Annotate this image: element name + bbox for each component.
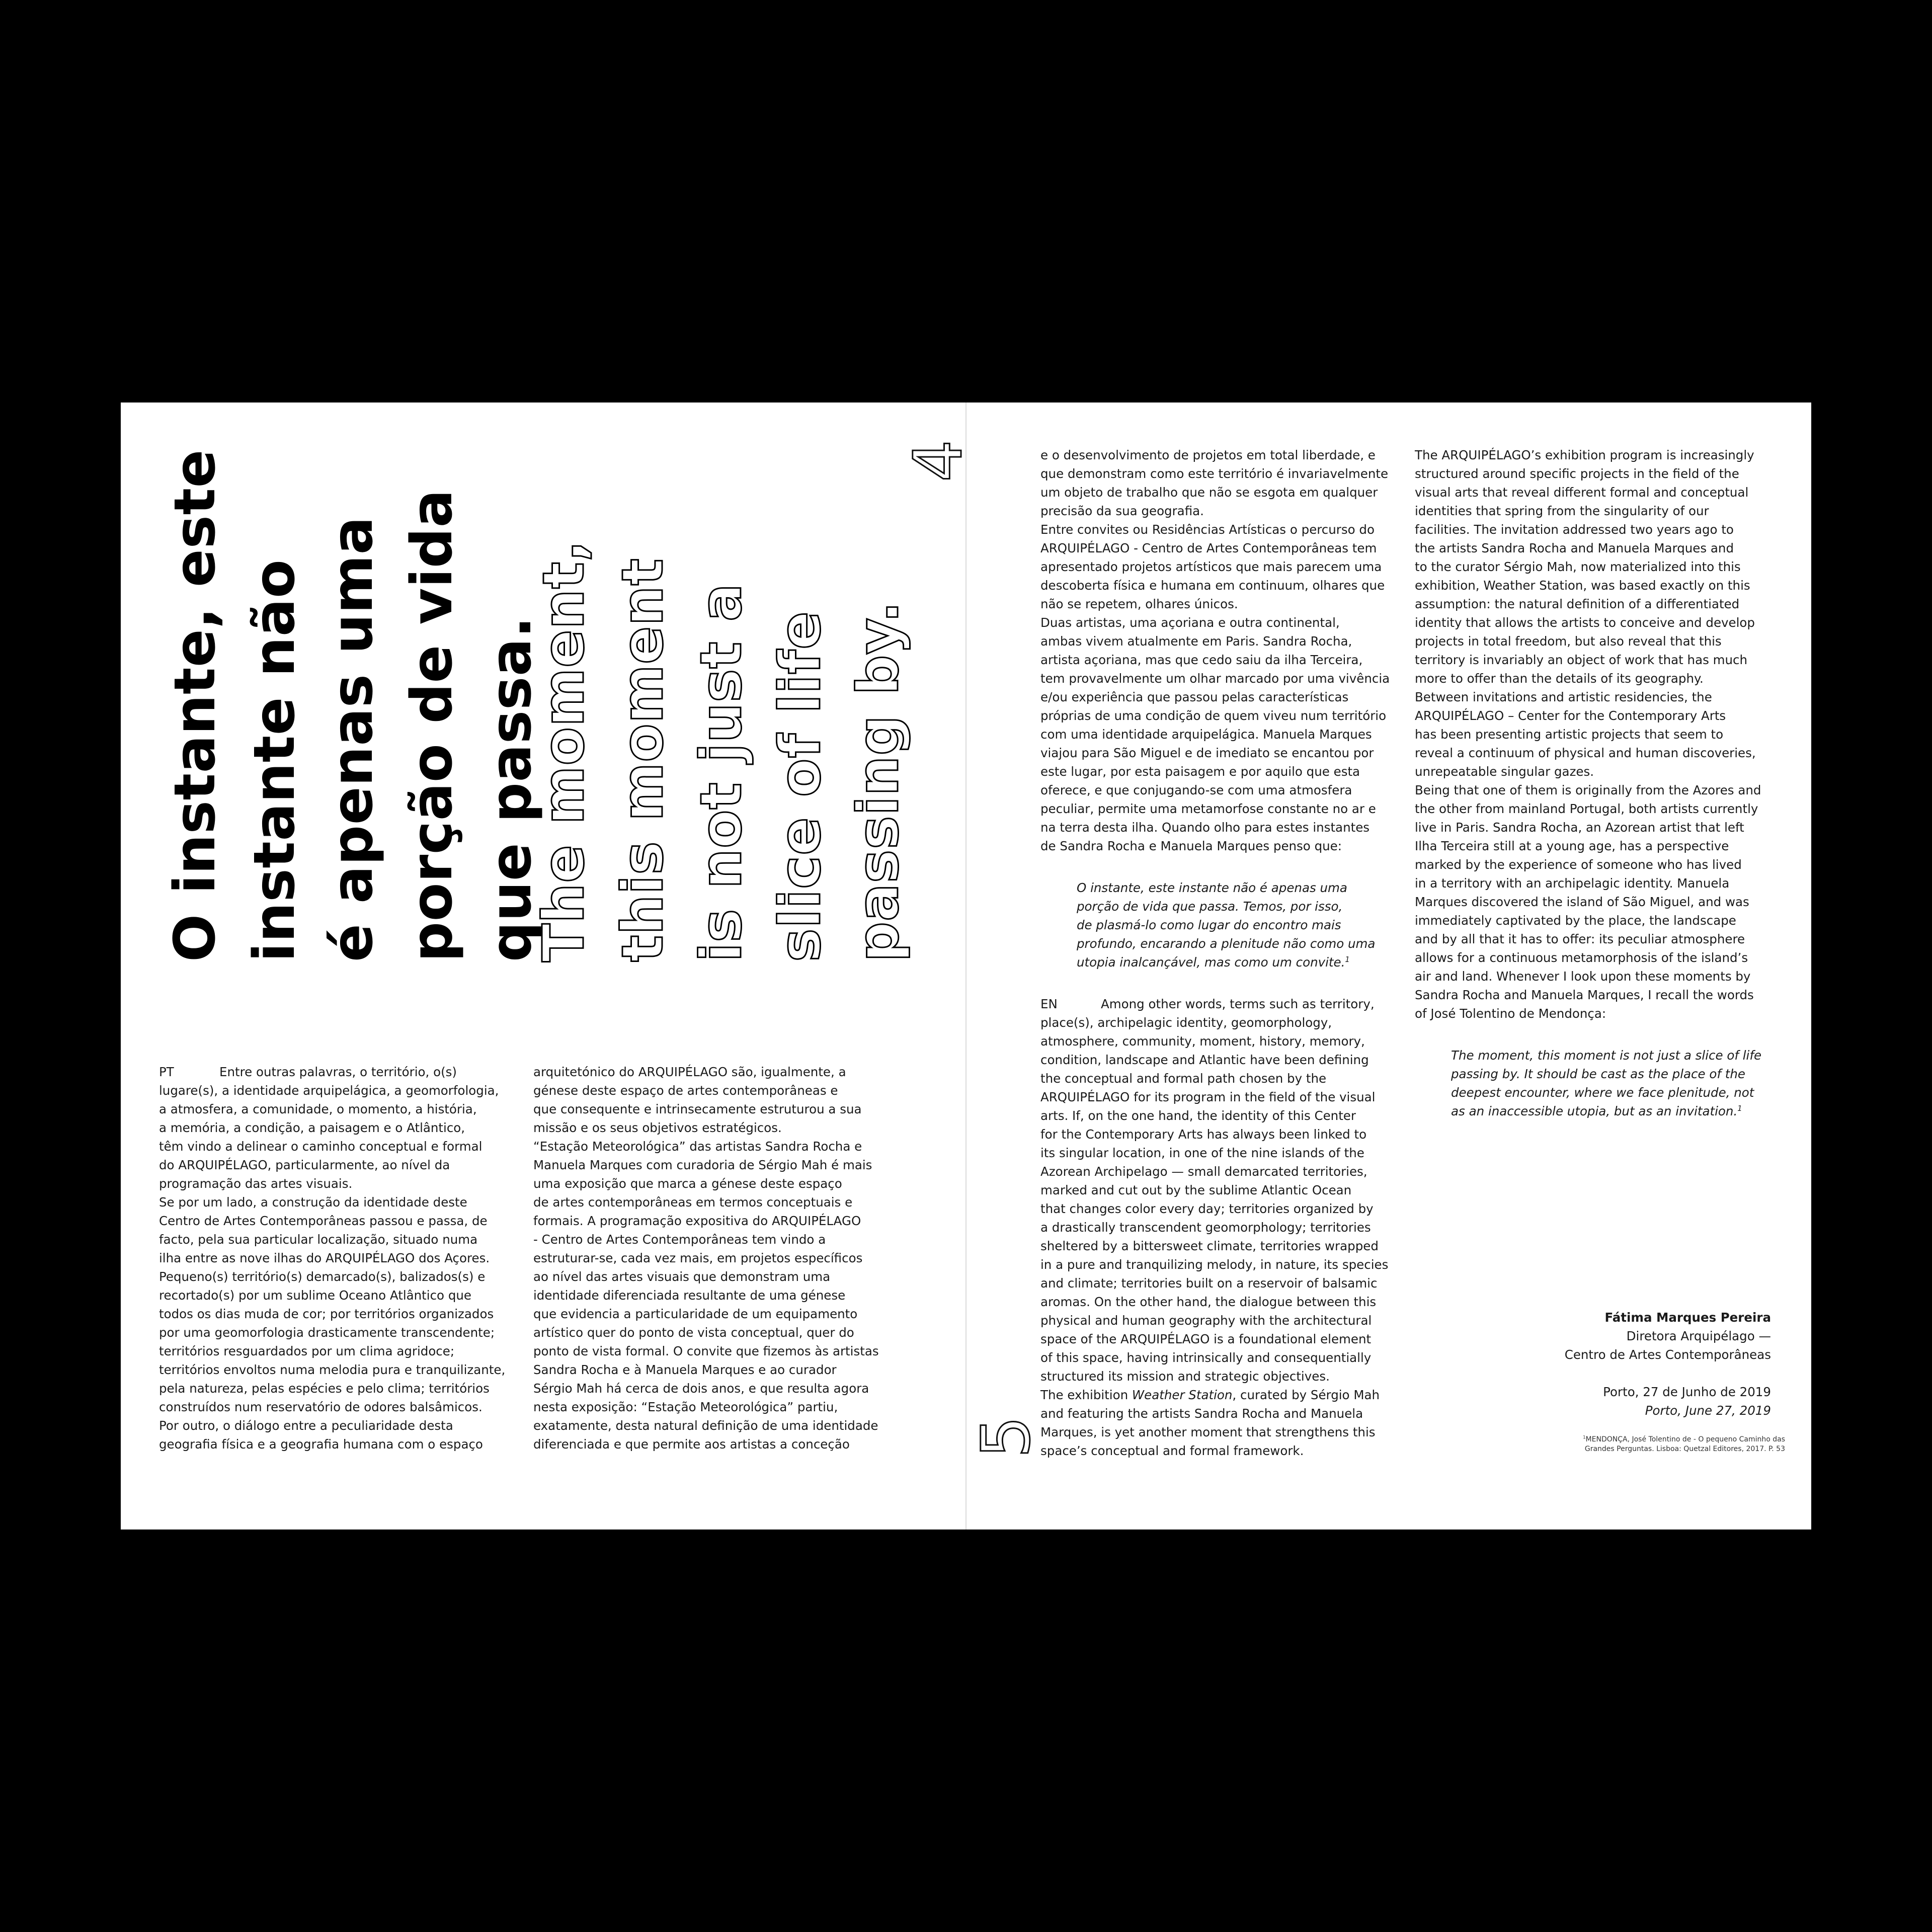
text-line: to the curator Sérgio Mah, now materialized into this	[1415, 559, 1741, 574]
text-line: the other from mainland Portugal, both artists currently	[1415, 801, 1758, 816]
text-line: of this space, having intrinsically and consequentially	[1040, 1350, 1372, 1365]
text-line: space’s conceptual and formal framework.	[1040, 1443, 1304, 1458]
text-line: este lugar, por esta paisagem e por aquilo que esta	[1040, 764, 1360, 779]
text-line: territory is invariably an object of work that has much	[1415, 653, 1748, 667]
text-line: ao nível das artes visuais que demonstram uma	[533, 1269, 831, 1284]
headline-en-line-3: is not just a	[689, 583, 754, 962]
text-line: live in Paris. Sandra Rocha, an Azorean artist that left	[1415, 820, 1744, 835]
pull-quote-en	[1415, 1046, 1787, 1120]
text-line: facto, pela sua particular localização, situado numa	[159, 1232, 478, 1247]
text-line: Sandra Rocha e à Manuela Marques e ao curador	[533, 1362, 837, 1377]
text-line: the conceptual and formal path chosen by the	[1040, 1071, 1327, 1086]
text-line: têm vindo a delinear o caminho conceptual e formal	[159, 1139, 482, 1154]
text-line: Marques discovered the island of São Miguel, and was	[1415, 895, 1749, 909]
text-line: structured its mission and strategic objectives.	[1040, 1369, 1330, 1384]
headline-en-line-5: passing by.	[846, 601, 911, 962]
text-line: artístico quer do ponto de vista conceptual, quer do	[533, 1325, 854, 1340]
footnote-line: $^1$MENDONÇA, José Tolentino de - O pequeno Caminho das	[1583, 1434, 1785, 1443]
signature-block	[1565, 1308, 1771, 1420]
text-line: de Sandra Rocha e Manuela Marques penso que:	[1040, 839, 1342, 853]
author-role: Diretora Arquipélago —	[1626, 1329, 1771, 1343]
text-line: in a territory with an archipelagic identity. Manuela	[1415, 876, 1730, 891]
text-line: place(s), archipelagic identity, geomorphology,	[1040, 1015, 1332, 1030]
right-column-1	[1040, 446, 1408, 1460]
author-name: Fátima Marques Pereira	[1604, 1310, 1771, 1325]
text-line: structured around specific projects in the field of the	[1415, 466, 1739, 481]
text-line: e/ou experiência que passou pelas características	[1040, 690, 1349, 704]
text-line: programação das artes visuais.	[159, 1176, 353, 1191]
text-line: condition, landscape and Atlantic have been defining	[1040, 1053, 1369, 1067]
text-line: pela natureza, pelas espécies e pelo clima; territórios	[159, 1381, 490, 1396]
date-en: Porto, June 27, 2019	[1645, 1403, 1771, 1418]
text-line: more to offer than the details of its geography.	[1415, 671, 1704, 686]
text-line: uma exposição que marca a génese deste espaço	[533, 1176, 842, 1191]
text-line: próprias de uma condição de quem viveu num território	[1040, 708, 1387, 723]
footnote-mark: 1	[1737, 1104, 1742, 1113]
text-line: com uma identidade arquipelágica. Manuela Marques	[1040, 727, 1372, 742]
text-line: marked and cut out by the sublime Atlantic Ocean	[1040, 1183, 1352, 1197]
text-line: génese deste espaço de artes contemporâneas e	[533, 1083, 838, 1098]
text-line: identity that allows the artists to conceive and develop	[1415, 615, 1755, 630]
text-line: aromas. On the other hand, the dialogue between this	[1040, 1295, 1377, 1309]
text-line: Sandra Rocha and Manuela Marques, I recall the words	[1415, 988, 1754, 1002]
text-line: diferenciada e que permite aos artistas a conceção	[533, 1437, 850, 1452]
text-line: de artes contemporâneas em termos conceptuais e	[533, 1195, 853, 1210]
text-line: and by all that it has to offer: its peculiar atmosphere	[1415, 932, 1745, 946]
headline-pt-line-3: é apenas uma	[320, 516, 385, 962]
text-line: has been presenting artistic projects that seem to	[1415, 727, 1724, 742]
text-line: that changes color every day; territories organized by	[1040, 1201, 1374, 1216]
text-line: ilha entre as nove ilhas do ARQUIPÉLAGO dos Açores.	[159, 1251, 490, 1265]
right-column-2	[1415, 446, 1787, 1144]
text-line: que consequente e intrinsecamente estruturou a sua	[533, 1102, 862, 1116]
text-line: não se repetem, olhares únicos.	[1040, 597, 1238, 611]
exhibition-title: Weather Station	[1132, 1388, 1233, 1402]
quote-line: profundo, encarando a plenitude não como uma	[1077, 936, 1376, 951]
page-number-right: 5	[968, 1416, 1045, 1458]
text-line: projects in total freedom, but also reveal that this	[1415, 634, 1722, 649]
pull-quote-pt	[1040, 878, 1408, 972]
text-line: EN Among other words, terms such as territory,	[1040, 995, 1408, 1013]
text-line: e o desenvolvimento de projetos em total liberdade, e	[1040, 448, 1376, 462]
text-line: peculiar, permite uma metamorfose constante no ar e	[1040, 801, 1376, 816]
text-line: territórios envoltos numa melodia pura e tranquilizante,	[159, 1362, 506, 1377]
text-line: physical and human geography with the architectural	[1040, 1313, 1372, 1328]
text-line: reveal a continuum of physical and human discoveries,	[1415, 746, 1756, 760]
text-line: precisão da sua geografia.	[1040, 504, 1204, 518]
text-line: missão e os seus objetivos estratégicos.	[533, 1120, 782, 1135]
quote-line: as an inaccessible utopia, but as an invitation.$^1$	[1451, 1104, 1742, 1118]
text-line: for the Contemporary Arts has always been linked to	[1040, 1127, 1367, 1142]
text-line: por uma geomorfologia drasticamente transcendente;	[159, 1325, 495, 1340]
text-line: in a pure and tranquilizing melody, in nature, its species	[1040, 1257, 1389, 1272]
text-line: oferece, e que conjugando-se com uma atmosfera	[1040, 783, 1352, 797]
text-line: exhibition, Weather Station, was based exactly on this	[1415, 578, 1750, 593]
quote-line: de plasmá-lo como lugar do encontro mais	[1077, 918, 1341, 932]
text-line: Being that one of them is originally from the Azores and	[1415, 783, 1761, 797]
text-line: a drastically transcendent geomorphology; territories	[1040, 1220, 1371, 1235]
text-line: construídos num reservatório de odores balsâmicos.	[159, 1400, 482, 1414]
headline-pt-line-2: instante não	[242, 559, 307, 962]
text-line: tem provavelmente um olhar marcado por uma vivência	[1040, 671, 1390, 686]
text-line: estruturar-se, cada vez mais, em projetos específicos	[533, 1251, 863, 1265]
quote-line: O instante, este instante não é apenas uma	[1077, 880, 1347, 895]
text-line: na terra desta ilha. Quando olho para estes instantes	[1040, 820, 1370, 835]
text-line: Se por um lado, a construção da identidade deste	[159, 1195, 467, 1210]
text-line: allows for a continuous metamorphosis of the island’s	[1415, 950, 1748, 965]
text-line: PT Entre outras palavras, o território, o(s)	[159, 1063, 511, 1081]
headline-en-line-4: slice of life	[768, 611, 833, 962]
text-line: apresentado projetos artísticos que mais parecem uma	[1040, 559, 1382, 574]
text-line: Pequeno(s) território(s) demarcado(s), balizados(s) e	[159, 1269, 486, 1284]
text-line: todos os dias muda de cor; por territórios organizados	[159, 1307, 494, 1321]
headline-pt-line-1: O instante, este	[163, 449, 228, 962]
text-line: and climate; territories built on a reservoir of balsamic	[1040, 1276, 1378, 1291]
text-line: atmosphere, community, moment, history, memory,	[1040, 1034, 1365, 1049]
text-line: geografia física e a geografia humana com o espaço	[159, 1437, 483, 1452]
text-line: its singular location, in one of the nine islands of the	[1040, 1146, 1364, 1160]
date-pt: Porto, 27 de Junho de 2019	[1603, 1385, 1771, 1399]
text-line: space of the ARQUIPÉLAGO is a foundational element	[1040, 1332, 1372, 1346]
text-line: lugare(s), a identidade arquipelágica, a geomorfologia,	[159, 1083, 499, 1098]
language-label: PT	[159, 1065, 174, 1079]
text-line: Manuela Marques com curadoria de Sérgio Mah é mais	[533, 1158, 872, 1172]
text-line: a memória, a condição, a paisagem e o Atlântico,	[159, 1120, 465, 1135]
text-line: um objeto de trabalho que não se esgota em qualquer	[1040, 485, 1378, 500]
text-line: a atmosfera, a comunidade, o momento, a história,	[159, 1102, 477, 1116]
author-institution: Centro de Artes Contemporâneas	[1564, 1347, 1771, 1362]
text-line: facilities. The invitation addressed two years ago to	[1415, 522, 1734, 537]
text-line: “Estação Meteorológica” das artistas Sandra Rocha e	[533, 1139, 862, 1154]
text-line: ARQUIPÉLAGO – Center for the Contemporary Arts	[1415, 708, 1726, 723]
quote-line: The moment, this moment is not just a slice of life	[1451, 1048, 1762, 1063]
page-gutter	[965, 403, 967, 1530]
text-line: artista açoriana, mas que cedo saiu da ilha Terceira,	[1040, 653, 1363, 667]
text-line: recortado(s) por um sublime Oceano Atlântico que	[159, 1288, 471, 1303]
text-line: sheltered by a bittersweet climate, territories wrapped	[1040, 1239, 1379, 1253]
text-line: que evidencia a particularidade de um equipamento	[533, 1307, 858, 1321]
text-line: nesta exposição: “Estação Meteorológica” partiu,	[533, 1400, 838, 1414]
text-line: Entre convites ou Residências Artísticas o percurso do	[1040, 522, 1375, 537]
text-line: identidade diferenciada resultante de uma génese	[533, 1288, 846, 1303]
left-column-1	[159, 1063, 511, 1454]
text-line: Marques, is yet another moment that strengthens this	[1040, 1425, 1376, 1439]
text-line: air and land. Whenever I look upon these moments by	[1415, 969, 1751, 984]
text-line: and featuring the artists Sandra Rocha and Manuela	[1040, 1406, 1363, 1421]
quote-line: utopia inalcançável, mas como um convite.$^1$	[1077, 955, 1350, 970]
footnote-mark: 1	[1345, 955, 1350, 964]
text-line: visual arts that reveal different formal and conceptual	[1415, 485, 1749, 500]
text-line: identities that spring from the singularity of our	[1415, 504, 1709, 518]
text-line: Centro de Artes Contemporâneas passou e passa, de	[159, 1214, 488, 1228]
text-line: arts. If, on the one hand, the identity of this Center	[1040, 1108, 1356, 1123]
headline-en-line-1: The moment,	[531, 540, 597, 962]
text-line: The exhibition Weather Station, curated by Sérgio Mah	[1040, 1388, 1380, 1402]
headline-en-line-2: this moment	[610, 558, 676, 962]
text-line: immediately captivated by the place, the landscape	[1415, 913, 1736, 928]
text-line: assumption: the natural definition of a differentiated	[1415, 597, 1740, 611]
quote-line: porção de vida que passa. Temos, por isso,	[1077, 899, 1343, 914]
text-line: unrepeatable singular gazes.	[1415, 764, 1594, 779]
text-line: Azorean Archipelago — small demarcated territories,	[1040, 1164, 1367, 1179]
text-line: marked by the experience of someone who has lived	[1415, 857, 1742, 872]
text-line: ponto de vista formal. O convite que fizemos às artistas	[533, 1344, 879, 1358]
text-line: of José Tolentino de Mendonça:	[1415, 1006, 1606, 1021]
text-line: Between invitations and artistic residencies, the	[1415, 690, 1712, 704]
text-line: do ARQUIPÉLAGO, particularmente, ao nível da	[159, 1158, 450, 1172]
text-line: ARQUIPÉLAGO - Centro de Artes Contemporâneas tem	[1040, 541, 1377, 555]
text-line: territórios resguardados por um clima agridoce;	[159, 1344, 455, 1358]
text-line: Por outro, o diálogo entre a peculiaridade desta	[159, 1418, 453, 1433]
page-number-left: 4	[900, 440, 977, 482]
text-line: viajou para São Miguel e de imediato se encantou por	[1040, 746, 1374, 760]
text-line: exatamente, desta natural definição de uma identidade	[533, 1418, 878, 1433]
text-line: formais. A programação expositiva do ARQUIPÉLAGO	[533, 1214, 861, 1228]
footnote-line: Grandes Perguntas. Lisboa: Quetzal Editores, 2017. P. 53	[1584, 1445, 1785, 1453]
text-line: Ilha Terceira still at a young age, has a perspective	[1415, 839, 1729, 853]
text-line: the artists Sandra Rocha and Manuela Marques and	[1415, 541, 1734, 555]
text-line: Sérgio Mah há cerca de dois anos, e que resulta agora	[533, 1381, 869, 1396]
text-line: The ARQUIPÉLAGO’s exhibition program is increasingly	[1415, 448, 1754, 462]
text-line: arquitetónico do ARQUIPÉLAGO são, igualmente, a	[533, 1065, 846, 1079]
text-line: - Centro de Artes Contemporâneas tem vindo a	[533, 1232, 826, 1247]
magazine-spread	[121, 403, 1811, 1530]
footnote	[1483, 1435, 1785, 1454]
language-label: EN	[1040, 997, 1058, 1011]
headline-pt-line-4: porção de vida	[399, 489, 465, 962]
quote-line: passing by. It should be cast as the place of the	[1451, 1067, 1745, 1081]
text-line: que demonstram como este território é invariavelmente	[1040, 466, 1389, 481]
text-line: descoberta física e humana em continuum, olhares que	[1040, 578, 1385, 593]
text-line: ambas vivem atualmente em Paris. Sandra Rocha,	[1040, 634, 1352, 649]
text-line: Duas artistas, uma açoriana e outra continental,	[1040, 615, 1340, 630]
headline-pt-line-5: que passa.	[478, 616, 544, 962]
text-line: ARQUIPÉLAGO for its program in the field of the visual	[1040, 1090, 1376, 1104]
quote-line: deepest encounter, where we face plenitude, not	[1451, 1085, 1754, 1100]
left-column-2	[533, 1063, 896, 1454]
